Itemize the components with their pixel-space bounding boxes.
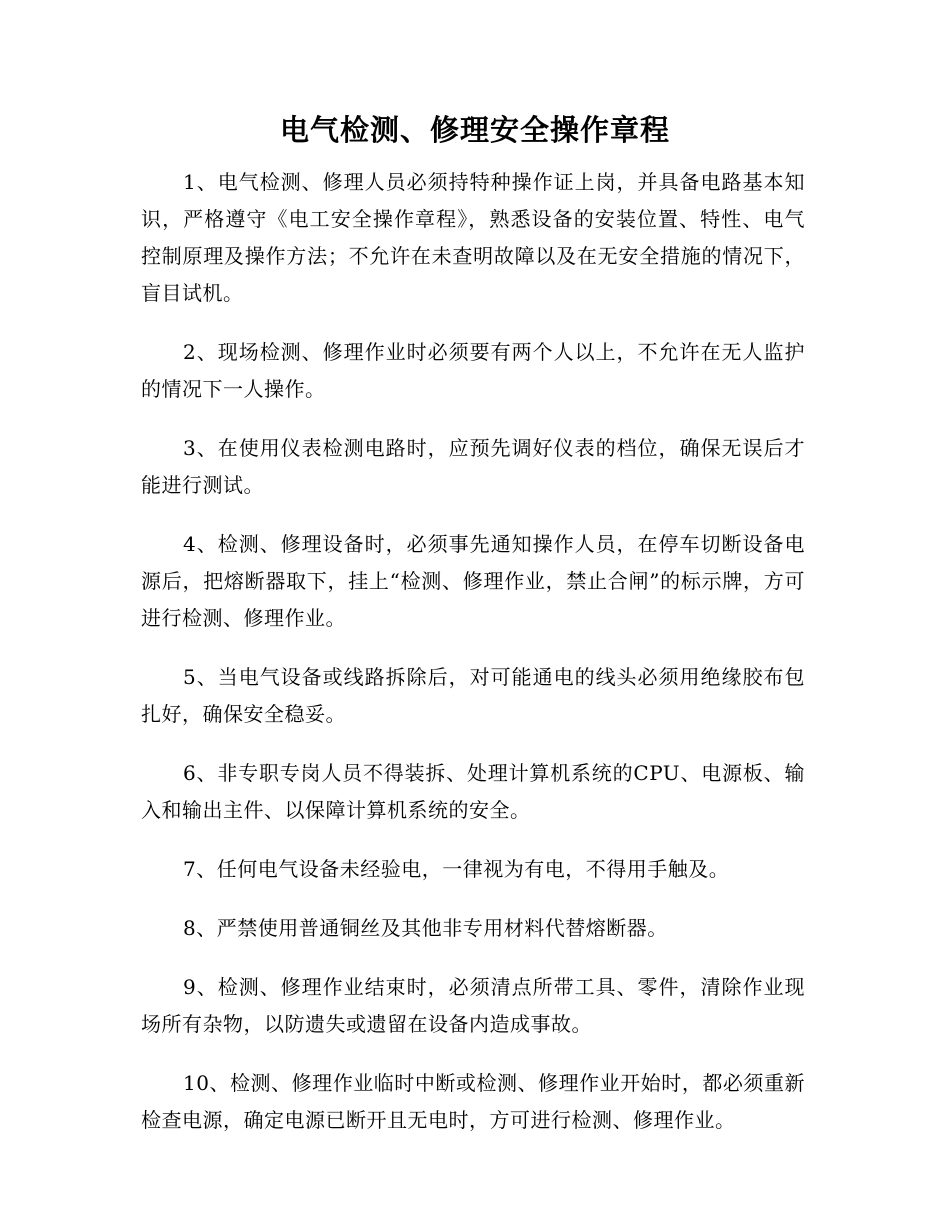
paragraph-9: 9、检测、修理作业结束时，必须清点所带工具、零件，清除作业现场所有杂物，以防遗失或遗留在设备内造成事故。: [141, 975, 805, 1036]
document-body: [141, 164, 805, 1161]
document-title: 电气检测、修理安全操作章程: [279, 113, 670, 147]
paragraph-8: 8、严禁使用普通铜丝及其他非专用材料代替熔断器。: [183, 916, 668, 940]
paragraph-4: 4、检测、修理设备时，必须事先通知操作人员，在停车切断设备电源后，把熔断器取下，挂上“检测、修理作业，禁止合闸”的标示牌，方可进行检测、修理作业。: [141, 532, 805, 630]
paragraph-3: 3、在使用仪表检测电路时，应预先调好仪表的档位，确保无误后才能进行测试。: [141, 436, 805, 497]
paragraph-10: 10、检测、修理作业临时中断或检测、修理作业开始时，都必须重新检查电源，确定电源已断开且无电时，方可进行检测、修理作业。: [141, 1071, 805, 1132]
paragraph-6: 6、非专职专岗人员不得装拆、处理计算机系统的CPU、电源板、输入和输出主件、以保障计算机系统的安全。: [141, 761, 805, 822]
paragraph-5: 5、当电气设备或线路拆除后，对可能通电的线头必须用绝缘胶布包扎好，确保安全稳妥。: [141, 665, 805, 726]
paragraph-1: 1、电气检测、修理人员必须持特种操作证上岗，并具备电路基本知识，严格遵守《电工安全操作章程》，熟悉设备的安装位置、特性、电气控制原理及操作方法；不允许在未查明故障以及在无安全措施的情况下，盲目试机。: [141, 170, 805, 305]
paragraph-7: 7、任何电气设备未经验电，一律视为有电，不得用手触及。: [183, 857, 730, 881]
paragraph-2: 2、现场检测、修理作业时必须要有两个人以上，不允许在无人监护的情况下一人操作。: [141, 340, 805, 401]
